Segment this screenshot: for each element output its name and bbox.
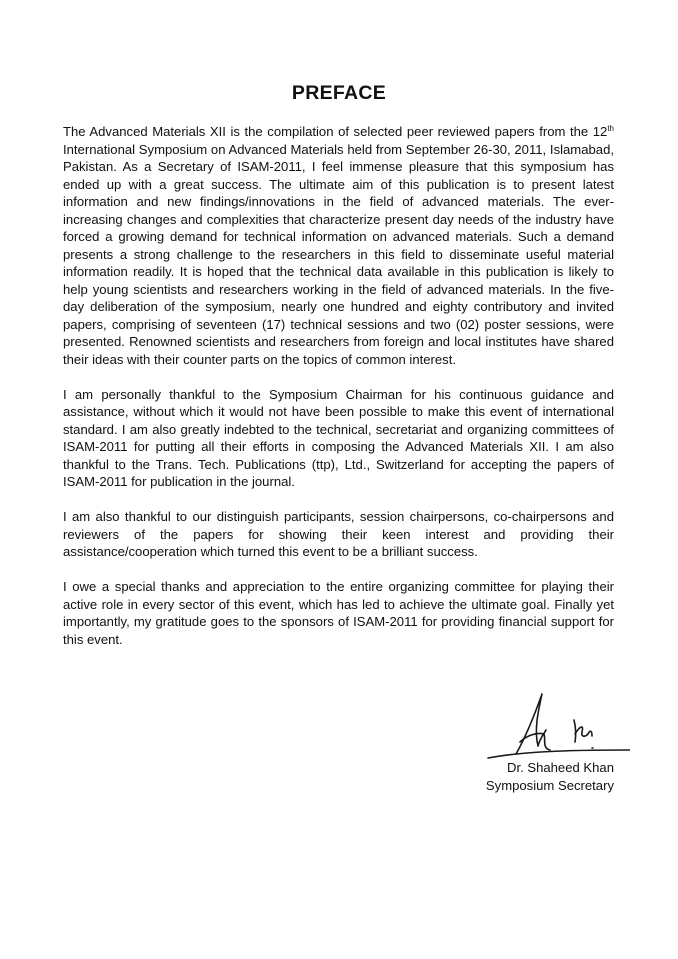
paragraph-intro: [63, 123, 614, 368]
paragraph-acknowledgement-chairman: I am personally thankful to the Symposium Chairman for his continuous guidance and assistance, without which it would not have been possible to make this event of international standard. I am also greatly indebted to the technical, secretariat and organizing committees of ISAM-2011 for putting all their efforts in composing the Advanced Materials XII. I am also thankful to the Trans. Tech. Publications (ttp), Ltd., Switzerland for accepting the papers of ISAM-2011 for publication in the journal.: [63, 386, 614, 489]
page-title: PREFACE: [291, 82, 387, 104]
paragraph-intro-start: The Advanced Materials XII is the compilation of selected peer reviewed papers from the 12: [63, 124, 608, 139]
handwritten-signature: [480, 690, 630, 770]
paragraph-intro-rest: International Symposium on Advanced Materials held from September 26-30, 2011, Islamabad, Pakistan. As a Secretary of ISAM-2011, I feel immense pleasure that this symposium has ended up with a great success. The ultimate aim of this publication is to present latest information and new findings/innovations in the field of advanced materials. The ever-increasing changes and complexities that characterize present day needs of the industry have forced a growing demand for technical information on advanced materials. Such a demand presents a strong challenge to the researchers in this field to disseminate useful material information readily. It is hoped that the technical data available in this publication is likely to help young scientists and researchers working in the field of advanced materials. In the five-day deliberation of the symposium, nearly one hundred and eighty contributory and invited papers, comprising of seventeen (17) technical sessions and two (02) poster sessions, were presented. Renowned scientists and researchers from foreign and local institutes have shared their ideas with their counter parts on the topics of common interest.: [63, 141, 614, 367]
signatory-name: Dr. Shaheed Khan: [506, 760, 614, 775]
paragraph-acknowledgement-committee: I owe a special thanks and appreciation to the entire organizing committee for playing their active role in every sector of this event, which has led to achieve the ultimate goal. Finally yet importantly, my gratitude goes to the sponsors of ISAM-2011 for providing financial support for this event.: [63, 579, 614, 647]
signatory-role: Symposium Secretary: [485, 778, 614, 793]
ordinal-superscript: th: [607, 124, 614, 133]
preface-body: [63, 123, 614, 666]
paragraph-acknowledgement-participants: I am also thankful to our distinguish participants, session chairpersons, co-chairpersons and reviewers of the papers for showing their keen interest and providing their assistance/cooperation which turned this event to be a brilliant success.: [63, 509, 614, 559]
